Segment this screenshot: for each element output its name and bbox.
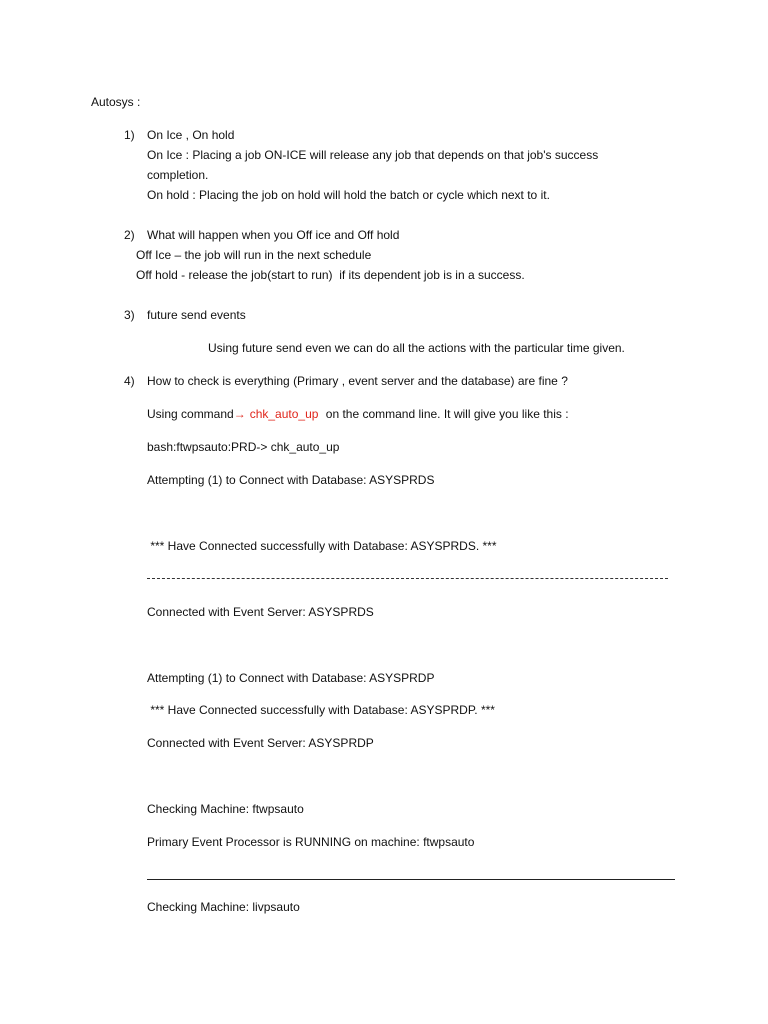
output-line-10: Checking Machine: livpsauto (147, 900, 300, 914)
output-line-1: bash:ftwpsauto:PRD-> chk_auto_up (147, 440, 340, 454)
output-line-6: *** Have Connected successfully with Database: ASYSPRDP. *** (147, 703, 495, 717)
output-line-4: Connected with Event Server: ASYSPRDS (147, 605, 374, 619)
item-3-number: 3) (124, 308, 135, 322)
item-3-heading: future send events (147, 308, 246, 322)
dashed-separator (147, 578, 668, 579)
item-2-heading: What will happen when you Off ice and Off hold (147, 228, 400, 242)
output-line-7: Connected with Event Server: ASYSPRDP (147, 736, 374, 750)
item-1-line-1: On Ice : Placing a job ON-ICE will release any job that depends on that job's success (147, 148, 599, 162)
item-2-line-2: Off hold - release the job(start to run) if its dependent job is in a success. (136, 268, 525, 282)
item-3-line-1: Using future send even we can do all the actions with the particular time given. (208, 341, 625, 355)
command-suffix: on the command line. It will give you like this : (322, 407, 569, 421)
output-line-3: *** Have Connected successfully with Database: ASYSPRDS. *** (147, 539, 497, 553)
item-2-line-1: Off Ice – the job will run in the next schedule (136, 248, 372, 262)
output-line-5: Attempting (1) to Connect with Database: ASYSPRDP (147, 671, 435, 685)
output-line-2: Attempting (1) to Connect with Database: ASYSPRDS (147, 473, 435, 487)
item-2-number: 2) (124, 228, 135, 242)
arrow-right-icon: → (233, 407, 246, 421)
item-1-line-3: On hold : Placing the job on hold will hold the batch or cycle which next to it. (147, 188, 550, 202)
output-line-9: Primary Event Processor is RUNNING on machine: ftwpsauto (147, 835, 475, 849)
item-1-number: 1) (124, 128, 135, 142)
doc-title: Autosys : (91, 95, 141, 109)
command-name: chk_auto_up (249, 407, 319, 421)
output-line-8: Checking Machine: ftwpsauto (147, 802, 304, 816)
item-4-number: 4) (124, 374, 135, 388)
item-1-heading: On Ice , On hold (147, 128, 235, 142)
item-4-heading: How to check is everything (Primary , event server and the database) are fine ? (147, 374, 568, 388)
command-line (147, 407, 569, 421)
command-prefix: Using command (147, 407, 234, 421)
solid-separator (147, 879, 675, 880)
item-1-line-2: completion. (147, 168, 209, 182)
